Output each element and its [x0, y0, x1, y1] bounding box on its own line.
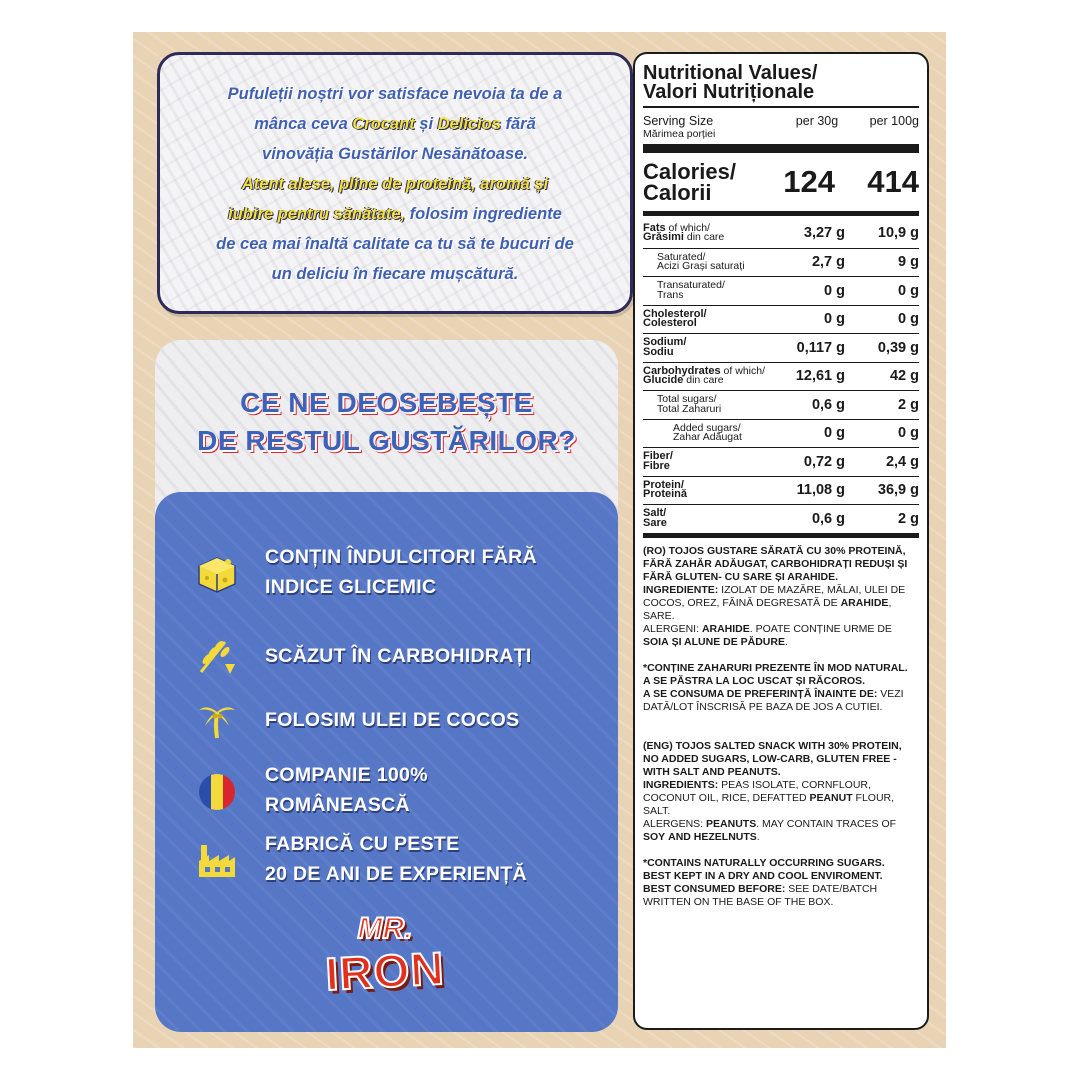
nutrient-label: Protein/ Proteină — [643, 478, 688, 501]
calories-value: 414 — [867, 164, 919, 199]
features-card — [155, 340, 618, 1032]
nutrition-panel — [633, 52, 929, 1030]
nutrient-label: Salt/ Sare — [643, 507, 667, 529]
nutrient-row — [643, 504, 919, 533]
value-per-100g: 36,9 g — [877, 482, 919, 499]
mr-iron-logo: MR. IRON — [324, 912, 446, 1001]
nutrient-label: Cholesterol/ Colesterol — [643, 307, 707, 330]
value-per-30g: 0,6 g — [811, 396, 845, 413]
value-per-30g: 11,08 g — [796, 482, 845, 499]
value-per-100g: 2,4 g — [885, 453, 919, 470]
value-per-30g: 3,27 g — [803, 225, 845, 242]
nutrient-row — [643, 419, 919, 448]
value-per-30g: 0,117 g — [796, 339, 845, 356]
column-header: per 30g — [795, 114, 839, 128]
ro-notes: *CONȚINE ZAHARURI PREZENTE ÎN MOD NATURAL. A SE PĂSTRA LA LOC USCAT ȘI RĂCOROS. A SE CONSUMA DE PREFERINȚĂ ÎNAINTE DE: VEZI DATĂ/LOT ÎNSCRISĂ PE BAZA DE JOS A CUTIEI. — [643, 661, 908, 713]
wheat-down-icon — [195, 634, 239, 678]
nutrient-row — [643, 305, 919, 334]
palm-tree-icon — [195, 698, 239, 742]
value-per-100g: 42 g — [889, 368, 919, 385]
nutrient-label: Fiber/ Fibre — [643, 450, 673, 472]
nutrient-label: Carbohydrates of which/ Glucide din care — [643, 364, 765, 387]
feature-line: CONȚIN ÎNDULCITORI FĂRĂ — [265, 546, 537, 568]
divider — [643, 106, 919, 108]
value-per-30g: 12,61 g — [795, 368, 845, 385]
value-per-30g: 2,7 g — [811, 254, 845, 271]
column-header: per 100g — [869, 114, 919, 128]
calories-row: Calories/ Calorii 124 414 — [643, 159, 919, 205]
calories-value: 124 — [783, 164, 835, 199]
nutrient-label: Saturated/ Acizi Grași saturați — [657, 250, 745, 273]
nutrient-table — [643, 219, 919, 533]
value-per-30g: 0 g — [824, 425, 845, 442]
nutrient-row — [643, 219, 919, 248]
en-notes: *CONTAINS NATURALLY OCCURRING SUGARS. BEST KEPT IN A DRY AND COOL ENVIROMENT. BEST CONSUMED BEFORE: SEE DATE/BATCH WRITTEN ON THE BASE OF THE BOX. — [643, 856, 885, 908]
divider — [643, 211, 919, 216]
value-per-30g: 0 g — [824, 282, 845, 299]
feature-line: COMPANIE 100% — [265, 764, 428, 786]
nutrient-label: Total sugars/ Total Zaharuri — [657, 393, 722, 415]
value-per-100g: 0 g — [898, 425, 919, 442]
nutrient-label: Sodium/ Sodiu — [643, 336, 687, 358]
intro-text: Pufuleții noștri vor satisface nevoia ta de a mânca ceva Crocant și Delicios fără vinovăția Gustărilor Nesănătoase. Atent alese, pline de proteină, aromă și iubire pentru sănătate, folosim ingrediente de cea mai înaltă calitate ca tu să te bucuri de un deliciu în fiecare mușcătură. — [216, 85, 574, 283]
value-per-100g: 10,9 g — [877, 225, 919, 242]
romania-flag-icon — [195, 770, 239, 814]
divider — [643, 533, 919, 538]
value-per-100g: 0 g — [898, 311, 919, 328]
nutrient-row — [643, 476, 919, 505]
factory-icon — [195, 837, 239, 881]
feature-item-sweeteners — [155, 542, 618, 602]
value-per-30g: 0,72 g — [803, 453, 845, 470]
intro-box — [157, 52, 633, 314]
nutrient-row — [643, 248, 919, 277]
value-per-100g: 2 g — [898, 510, 919, 527]
feature-line: FOLOSIM ULEI DE COCOS — [265, 709, 520, 731]
value-per-100g: 0 g — [898, 282, 919, 299]
features-heading: CE NE DEOSEBEȘTE DE RESTUL GUSTĂRILOR? — [197, 387, 576, 456]
value-per-100g: 9 g — [898, 254, 919, 271]
serving-size-row: Serving Size Mărimea porției per 30g per 100g — [643, 114, 919, 140]
feature-line: INDICE GLICEMIC — [265, 576, 437, 598]
nutrient-row — [643, 390, 919, 419]
nutrition-title: Nutritional Values/ Valori Nutriționale — [643, 62, 818, 103]
nutrient-row — [643, 276, 919, 305]
divider — [643, 144, 919, 153]
feature-line: SCĂZUT ÎN CARBOHIDRAȚI — [265, 645, 532, 667]
value-per-100g: 2 g — [898, 396, 919, 413]
feature-line: ROMÂNEASCĂ — [265, 794, 410, 816]
sweetener-cube-icon — [195, 550, 239, 594]
en-section: (ENG) TOJOS SALTED SNACK WITH 30% PROTEIN, NO ADDED SUGARS, LOW-CARB, GLUTEN FREE - WITH SALT AND PEANUTS. INGREDIENTS: PEAS ISOLATE, CORNFLOUR, COCONUT OIL, RICE, DEFATTED PEANUT FLOUR, SALT. ALERGENS: PEANUTS. MAY CONTAIN TRACES OF SOY AND HEZELNUTS. — [643, 739, 902, 843]
feature-item-factory — [155, 829, 618, 889]
nutrient-label: Added sugars/ Zahar Adăugat — [673, 421, 742, 444]
ro-section: (RO) TOJOS GUSTARE SĂRATĂ CU 30% PROTEINĂ, FĂRĂ ZAHĂR ADĂUGAT, CARBOHIDRAȚI REDUȘI ȘI FĂRĂ GLUTEN- CU SARE ȘI ARAHIDE. INGREDIENTE: IZOLAT DE MAZĂRE, MĂLAI, ULEI DE COCOS, OREZ, FĂINĂ DEGRESATĂ DE ARAHIDE, SARE. ALERGENI: ARAHIDE. POATE CONȚINE URME DE SOIA ȘI ALUNE DE PĂDURE. — [643, 544, 908, 648]
feature-line: FABRICĂ CU PESTE — [265, 833, 460, 855]
nutrient-row — [643, 333, 919, 362]
ingredients-text — [643, 541, 919, 909]
value-per-30g: 0 g — [824, 311, 845, 328]
value-per-30g: 0,6 g — [811, 510, 845, 527]
feature-item-coconut-oil — [155, 690, 618, 750]
feature-item-low-carb — [155, 626, 618, 686]
nutrient-label: Fats of which/ Grăsimi din care — [643, 221, 725, 244]
features-panel — [155, 492, 618, 1032]
value-per-100g: 0,39 g — [877, 339, 919, 356]
feature-item-romanian-company — [155, 762, 618, 822]
nutrient-label: Transaturated/ Trans — [657, 279, 725, 301]
nutrient-row — [643, 362, 919, 391]
nutrient-row — [643, 447, 919, 476]
feature-line: 20 DE ANI DE EXPERIENȚĂ — [265, 863, 527, 885]
